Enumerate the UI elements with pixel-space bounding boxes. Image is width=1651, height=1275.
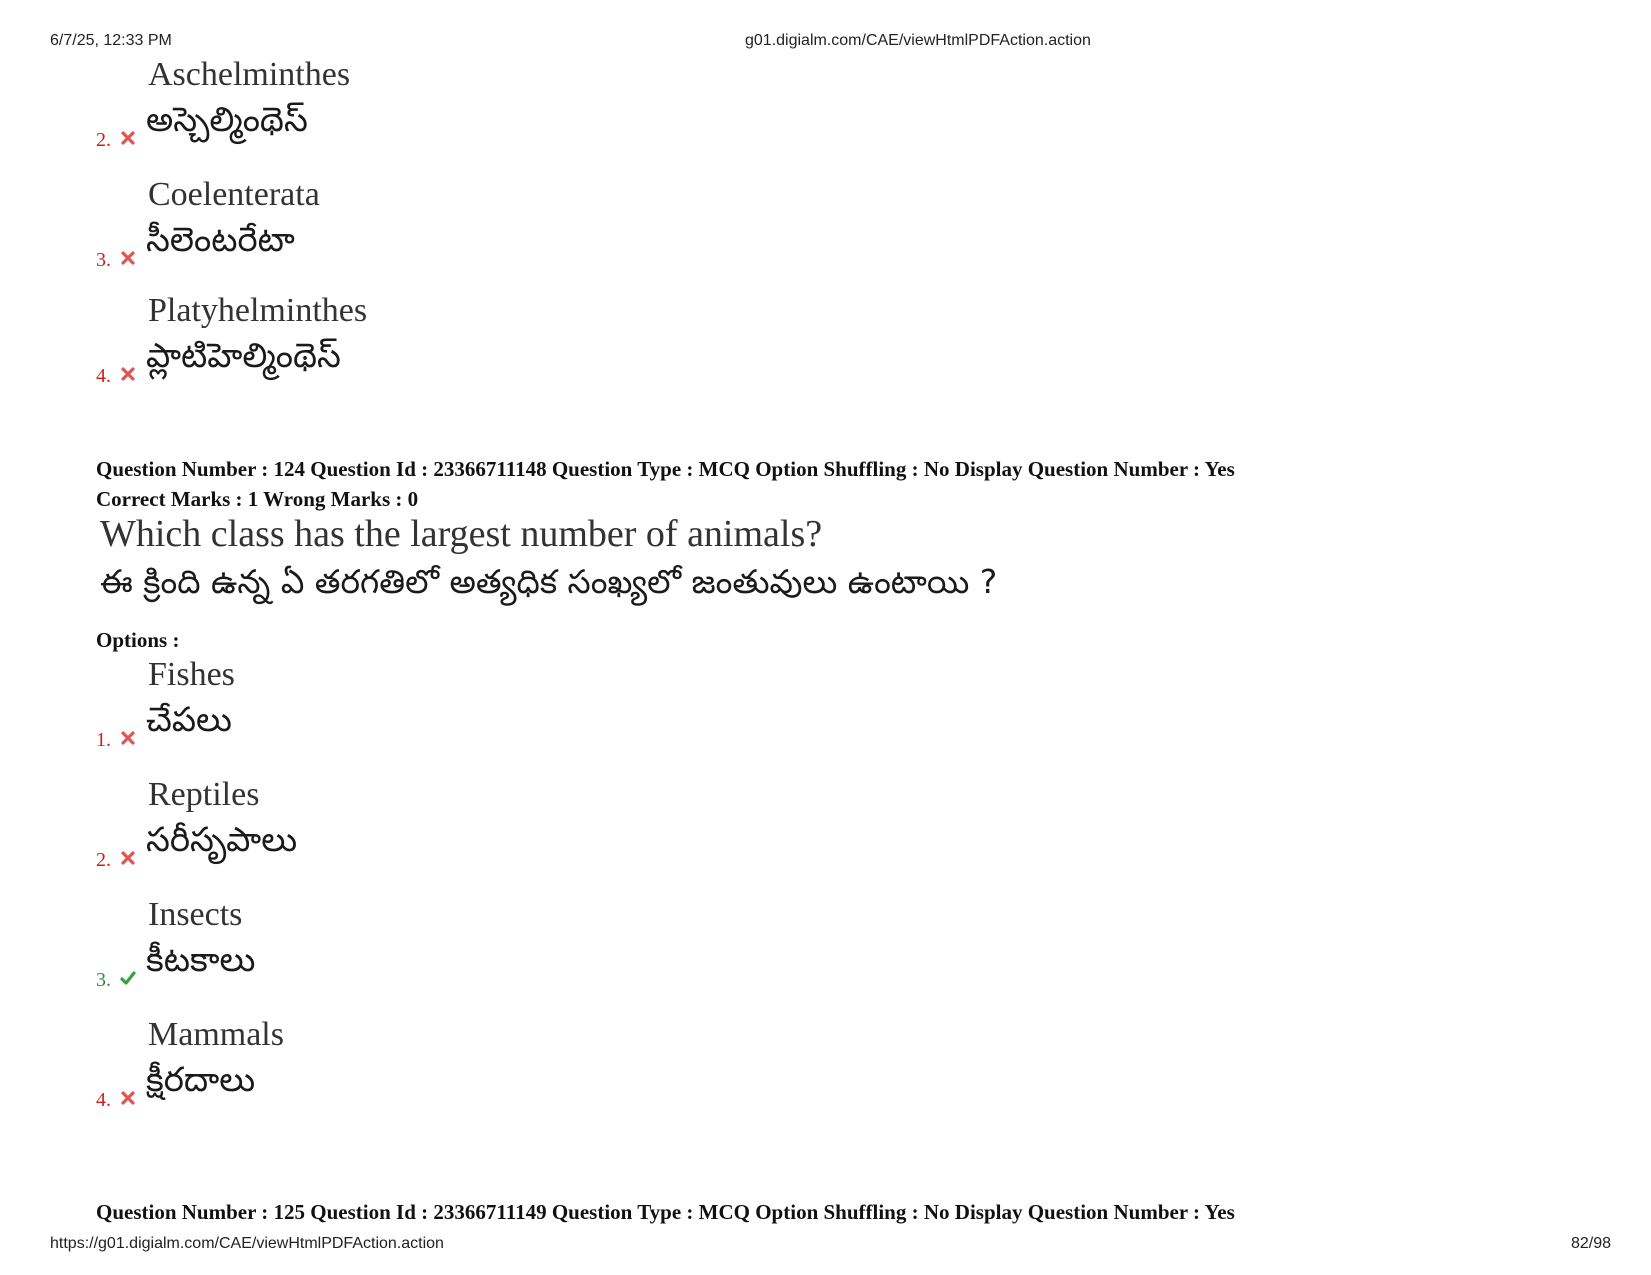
option-number: 1. [96,729,111,751]
option-text-en: Fishes [148,656,235,693]
option-text-en: Insects [148,896,243,933]
option-number: 3. [96,969,111,991]
option-2 [96,776,596,876]
cross-icon [120,850,136,866]
cross-icon [120,250,136,266]
options-label: Options : [96,628,180,652]
option-text-te: సరీసృపాలు [146,820,298,860]
option-text-te: సీలెంటరేటా [146,220,295,260]
question-marks: Correct Marks : 1 Wrong Marks : 0 [96,487,419,511]
option-number: 2. [96,849,111,871]
cross-icon [120,366,136,382]
check-icon [120,970,136,986]
option-1 [96,656,596,756]
page-number: 82/98 [1570,1235,1611,1252]
footer-url: https://g01.digialm.com/CAE/viewHtmlPDFAction.action [50,1235,444,1252]
question-text-en: Which class has the largest number of animals? [100,513,823,555]
prev-option-2 [96,56,596,156]
option-text-te: కీటకాలు [146,940,256,980]
cross-icon [120,130,136,146]
print-datetime: 6/7/25, 12:33 PM [50,32,172,49]
option-text-en: Mammals [148,1016,284,1053]
prev-option-4 [96,292,596,392]
option-number: 2. [96,129,111,151]
question-meta: Question Number : 124 Question Id : 23366711148 Question Type : MCQ Option Shuffling : No Display Question Number : Yes [96,457,1235,481]
option-text-en: Reptiles [148,776,260,813]
option-number: 4. [96,1089,111,1111]
option-number: 4. [96,365,111,387]
option-text-te: చేపలు [146,700,232,740]
option-number: 3. [96,249,111,271]
next-question-meta: Question Number : 125 Question Id : 23366711149 Question Type : MCQ Option Shuffling : No Display Question Number : Yes [96,1200,1235,1224]
option-text-en: Coelenterata [148,176,320,213]
cross-icon [120,1090,136,1106]
prev-option-3 [96,176,596,276]
option-4 [96,1016,596,1116]
option-text-en: Platyhelminthes [148,292,368,329]
option-text-en: Aschelminthes [148,56,351,93]
print-page-url: g01.digialm.com/CAE/viewHtmlPDFAction.action [745,32,1091,49]
cross-icon [120,730,136,746]
question-text-te: ఈ క్రింది ఉన్న ఏ తరగతిలో అత్యధిక సంఖ్యలో జంతువులు ఉంటాయి ? [100,562,998,601]
option-3 [96,896,596,996]
option-text-te: అస్చెల్మింథెస్ [146,100,308,140]
option-text-te: ప్లాటిహెల్మింథెస్ [146,336,341,376]
option-text-te: క్షీరదాలు [146,1060,256,1100]
